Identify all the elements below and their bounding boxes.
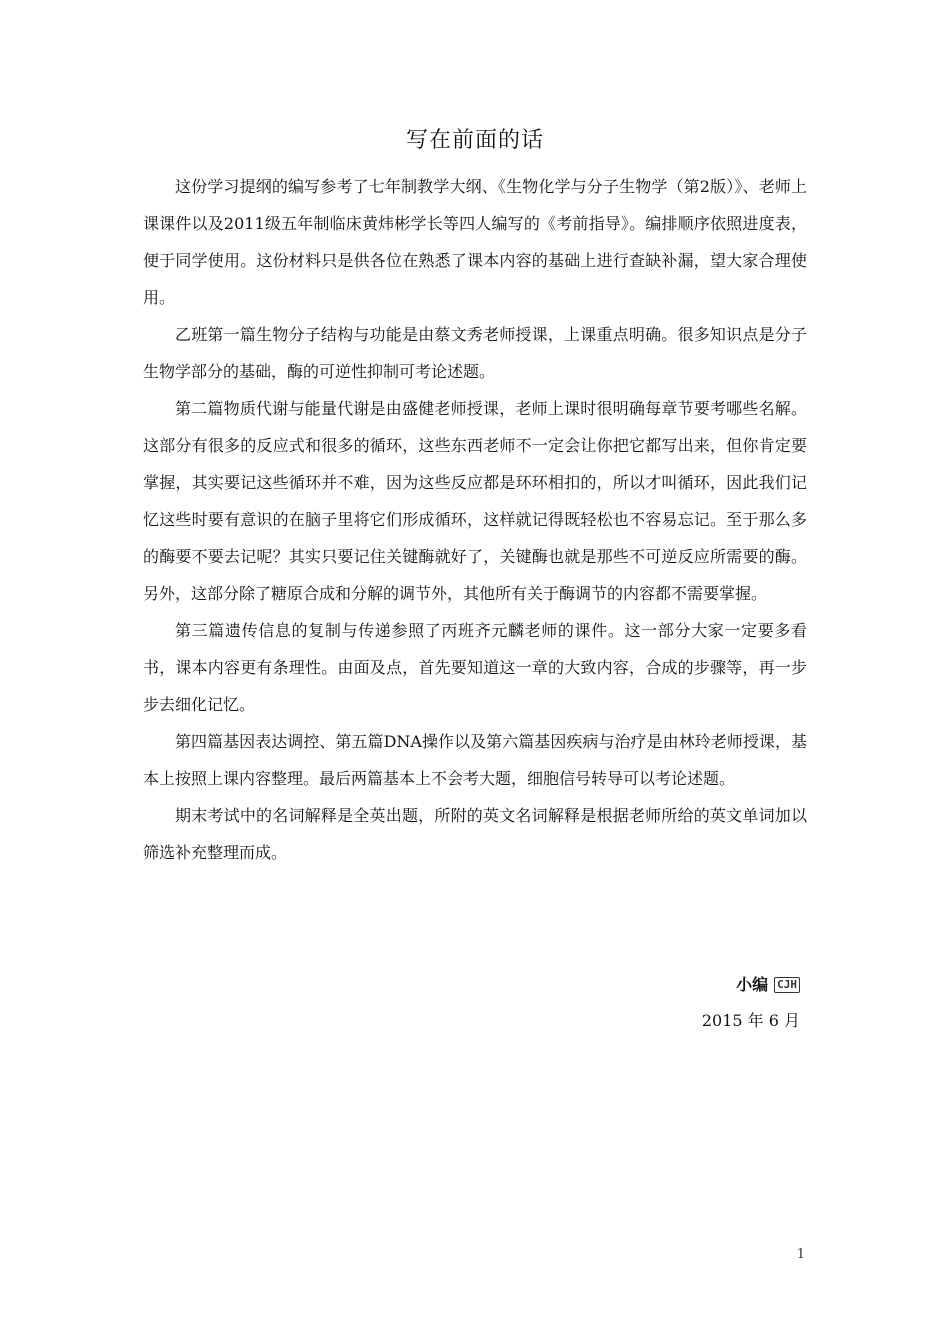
signature-line: [702, 970, 800, 1000]
page-title: 写在前面的话: [405, 128, 544, 153]
paragraph-intro: 这份学习提纲的编写参考了七年制教学大纲、《生物化学与分子生物学（第2版）》、老师上课课件以及2011级五年制临床黄炜彬学长等四人编写的《考前指导》。编排顺序依照进度表，便于同学使用。这份材料只是供各位在熟悉了课本内容的基础上进行查缺补漏，望大家合理使用。: [143, 177, 807, 307]
signature-stamp: CJH: [774, 977, 800, 993]
page-number: 1: [796, 1247, 805, 1262]
paragraph-part-three: 第三篇遗传信息的复制与传递参照了丙班齐元麟老师的课件。这一部分大家一定要多看书，课本内容更有条理性。由面及点，首先要知道这一章的大致内容，合成的步骤等，再一步步去细化记忆。: [143, 621, 807, 714]
body-text: [143, 168, 807, 871]
paragraph-part-one: 乙班第一篇生物分子结构与功能是由蔡文秀老师授课，上课重点明确。很多知识点是分子生物学部分的基础，酶的可逆性抑制可考论述题。: [143, 325, 807, 381]
paragraph-part-two: 第二篇物质代谢与能量代谢是由盛健老师授课，老师上课时很明确每章节要考哪些名解。这部分有很多的反应式和很多的循环，这些东西老师不一定会让你把它都写出来，但你肯定要掌握，其实要记这些循环并不难，因为这些反应都是环环相扣的，所以才叫循环，因此我们记忆这些时要有意识的在脑子里将它们形成循环，这样就记得既轻松也不容易忘记。至于那么多的酶要不要去记呢？其实只要记住关键酶就好了，关键酶也就是那些不可逆反应所需要的酶。另外，这部分除了糖原合成和分解的调节外，其他所有关于酶调节的内容都不需要掌握。: [143, 399, 807, 603]
signature-label: 小编: [736, 975, 769, 994]
paragraph-final-exam: 期末考试中的名词解释是全英出题，所附的英文名词解释是根据老师所给的英文单词加以筛选补充整理而成。: [143, 806, 807, 862]
paragraph-part-four-to-six: 第四篇基因表达调控、第五篇DNA操作以及第六篇基因疾病与治疗是由林玲老师授课，基本上按照上课内容整理。最后两篇基本上不会考大题，细胞信号转导可以考论述题。: [143, 732, 807, 788]
signature-date: 2015 年 6 月: [701, 1011, 800, 1030]
signature-block: [702, 970, 800, 1034]
